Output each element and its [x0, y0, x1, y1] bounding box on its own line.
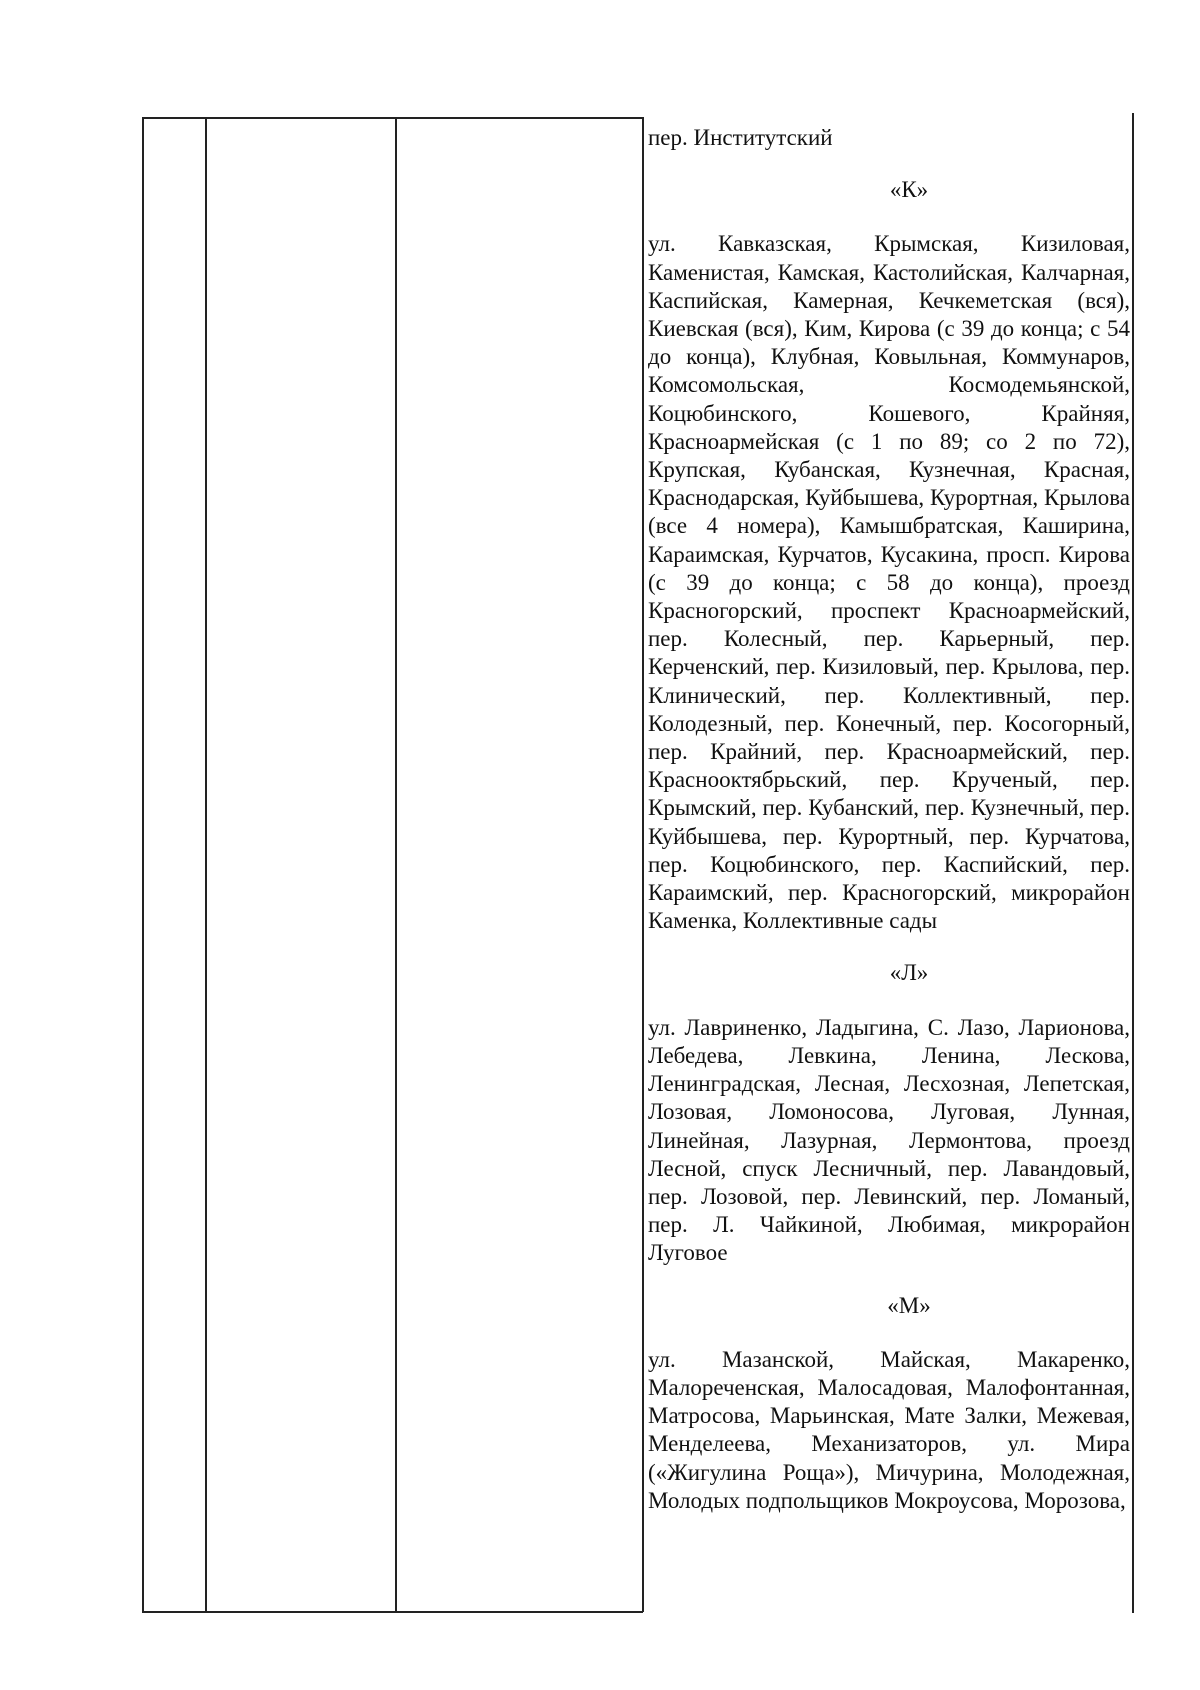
- section-heading-l: «Л»: [889, 960, 929, 986]
- address-list-cell: [648, 124, 1130, 1515]
- column-divider-3: [642, 117, 644, 1612]
- first-line: пер. Институтский: [648, 125, 833, 150]
- column-divider-1: [205, 117, 207, 1612]
- section-heading-m: «М»: [887, 1292, 931, 1318]
- column-divider-2: [395, 117, 397, 1612]
- section-text-k: ул. Кавказская, Крымская, Кизиловая, Каменистая, Камская, Кастолийская, Калчарная, Каспийская, Камерная, Кечкеметская (вся), Киевская (вся), Ким, Кирова (с 39 до конца; с 54 до конца), Клубная, Ковыльная, Коммунаров, Комсомольская, Космодемьянской, Коцюбинского, Кошевого, Крайняя, Красноармейская (с 1 по 89; со 2 по 72), Крупская, Кубанская, Кузнечная, Красная, Краснодарская, Куйбышева, Курортная, Крылова (все 4 номера), Камышбратская, Каширина, Караимская, Курчатов, Кусакина, просп. Кирова (с 39 до конца; с 58 до конца), проезд Красногорский, проспект Красноармейский, пер. Колесный, пер. Карьерный, пер. Керченский, пер. Кизиловый, пер. Крылова, пер. Клинический, пер. Коллективный, пер. Колодезный, пер. Конечный, пер. Косогорный, пер. Крайний, пер. Красноармейский, пер. Краснооктябрьский, пер. Крученый, пер. Крымский, пер. Кубанский, пер. Кузнечный, пер. Куйбышева, пер. Курортный, пер. Курчатова, пер. Коцюбинского, пер. Каспийский, пер. Караимский, пер. Красногорский, микрорайон Каменка, Коллективные сады: [648, 231, 1130, 934]
- table-border-top: [142, 117, 643, 119]
- section-text-l: ул. Лавриненко, Ладыгина, С. Лазо, Ларионова, Лебедева, Левкина, Ленина, Лескова, Ленинградская, Лесная, Лесхозная, Лепетская, Лозовая, Ломоносова, Луговая, Лунная, Линейная, Лазурная, Лермонтова, проезд Лесной, спуск Лесничный, пер. Лавандовый, пер. Лозовой, пер. Левинский, пер. Ломаный, пер. Л. Чайкиной, Любимая, микрорайон Луговое: [648, 1014, 1130, 1266]
- section-heading-k: «К»: [889, 177, 929, 203]
- section-text-m: ул. Мазанской, Майская, Макаренко, Малореченская, Малосадовая, Малофонтанная, Матросова, Марьинская, Мате Залки, Межевая, Менделеева, Механизаторов, ул. Мира («Жигулина Роща»), Мичурина, Молодежная, Молодых подпольщиков Мокроусова, Морозова,: [648, 1346, 1130, 1513]
- table-border-bottom: [142, 1611, 643, 1613]
- table-border-left: [142, 117, 144, 1612]
- table-border-right: [1132, 113, 1134, 1613]
